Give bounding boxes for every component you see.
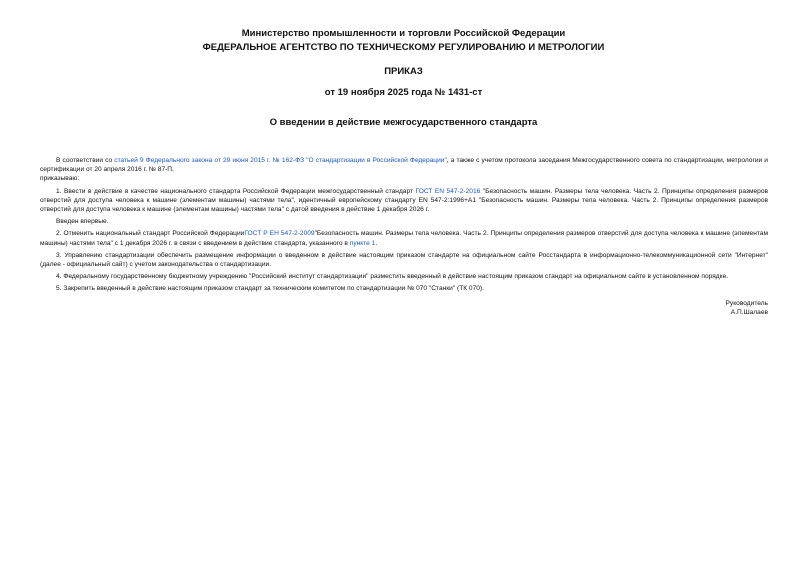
first-time-note: Введен впервые. [56, 218, 109, 226]
item-5-paragraph: 5. Закрепить введенный в действие настоящим приказом стандарт за техническим комитетом по стандартизации № 070 "Станки" (ТК 070). [56, 285, 484, 293]
gost-en-547-2-2016-link[interactable]: ГОСТ EN 547-2-2016 [415, 187, 481, 195]
item-2-pre: 2. Отменить национальный стандарт Российской Федерации [56, 230, 245, 238]
signatory-title: Руководитель [725, 300, 768, 307]
document-date-number: от 19 ноября 2025 года № 1431-ст [324, 87, 483, 98]
item-1-post: "Безопасность машин. Размеры тела человека. Часть 2. Принципы определения размеров отверстий для доступа человека к машине (элементам машины) частями тела", идентичный европейскому стандарту EN 547-2:1996+А1 "Безопасность машин. Размеры тела человека. Часть 2. Принципы определения размеров отверстий для доступа человека к машине (элементам машины) частями тела" с датой введения в действие 1 декабря 2026 г. [40, 187, 769, 214]
agency-name: ФЕДЕРАЛЬНОЕ АГЕНТСТВО ПО ТЕХНИЧЕСКОМУ РЕГУЛИРОВАНИЮ И МЕТРОЛОГИИ [202, 42, 605, 53]
item-1-paragraph [40, 187, 768, 215]
item-3-paragraph: 3. Управлению стандартизации обеспечить размещение информации о введенном в действие настоящим приказом стандарте на официальном сайте Росстандарта в информационно-телекоммуникационной сети "Интернет" (далее - официальный сайт) с учетом законодательства о стандартизации. [40, 251, 768, 269]
document-type: ПРИКАЗ [384, 66, 423, 77]
ministry-name: Министерство промышленности и торговли Российской Федерации [241, 28, 566, 39]
signature-block [726, 299, 768, 317]
intro-pre: В соответствии со [56, 157, 115, 164]
signatory-name: А.П.Шалаев [730, 309, 768, 317]
item-2-paragraph [40, 229, 768, 247]
gost-r-en-547-2-2009-link[interactable]: ГОСТ Р ЕН 547-2-2009 [244, 230, 315, 238]
law-link[interactable]: статьей 9 Федерального закона от 29 июня 2015 г. № 162-ФЗ "О стандартизации в Российской Федерации" [114, 157, 447, 164]
point-1-link[interactable]: пункте 1 [349, 239, 376, 247]
intro-post: , а также с учетом протокола заседания Межгосударственного совета по стандартизации, метрологии и сертификации от 20 апреля 2016 г. № 87-П, [40, 157, 768, 174]
item-2-post: . [375, 239, 378, 247]
intro-paragraph [40, 156, 768, 174]
item-1-pre: 1. Ввести в действие в качестве национального стандарта Российской Федерации межгосударственный стандарт [56, 187, 416, 195]
orders-line: приказываю: [40, 175, 80, 183]
item-2-mid: "Безопасность машин. Размеры тела человека. Часть 2. Принципы определения размеров отверстий для доступа человека к машине (элементам машины) частями тела" с 1 декабря 2026 г. в связи с введением в действие стандарта, указанного в [40, 230, 768, 247]
document-subject: О введении в действие межгосударственного стандарта [269, 117, 538, 128]
item-4-paragraph: 4. Федеральному государственному бюджетному учреждению "Российский институт стандартизации" разместить введенный в действие настоящим приказом стандарт на официальном сайте в установленном порядке. [56, 273, 729, 281]
document-body [40, 156, 768, 294]
